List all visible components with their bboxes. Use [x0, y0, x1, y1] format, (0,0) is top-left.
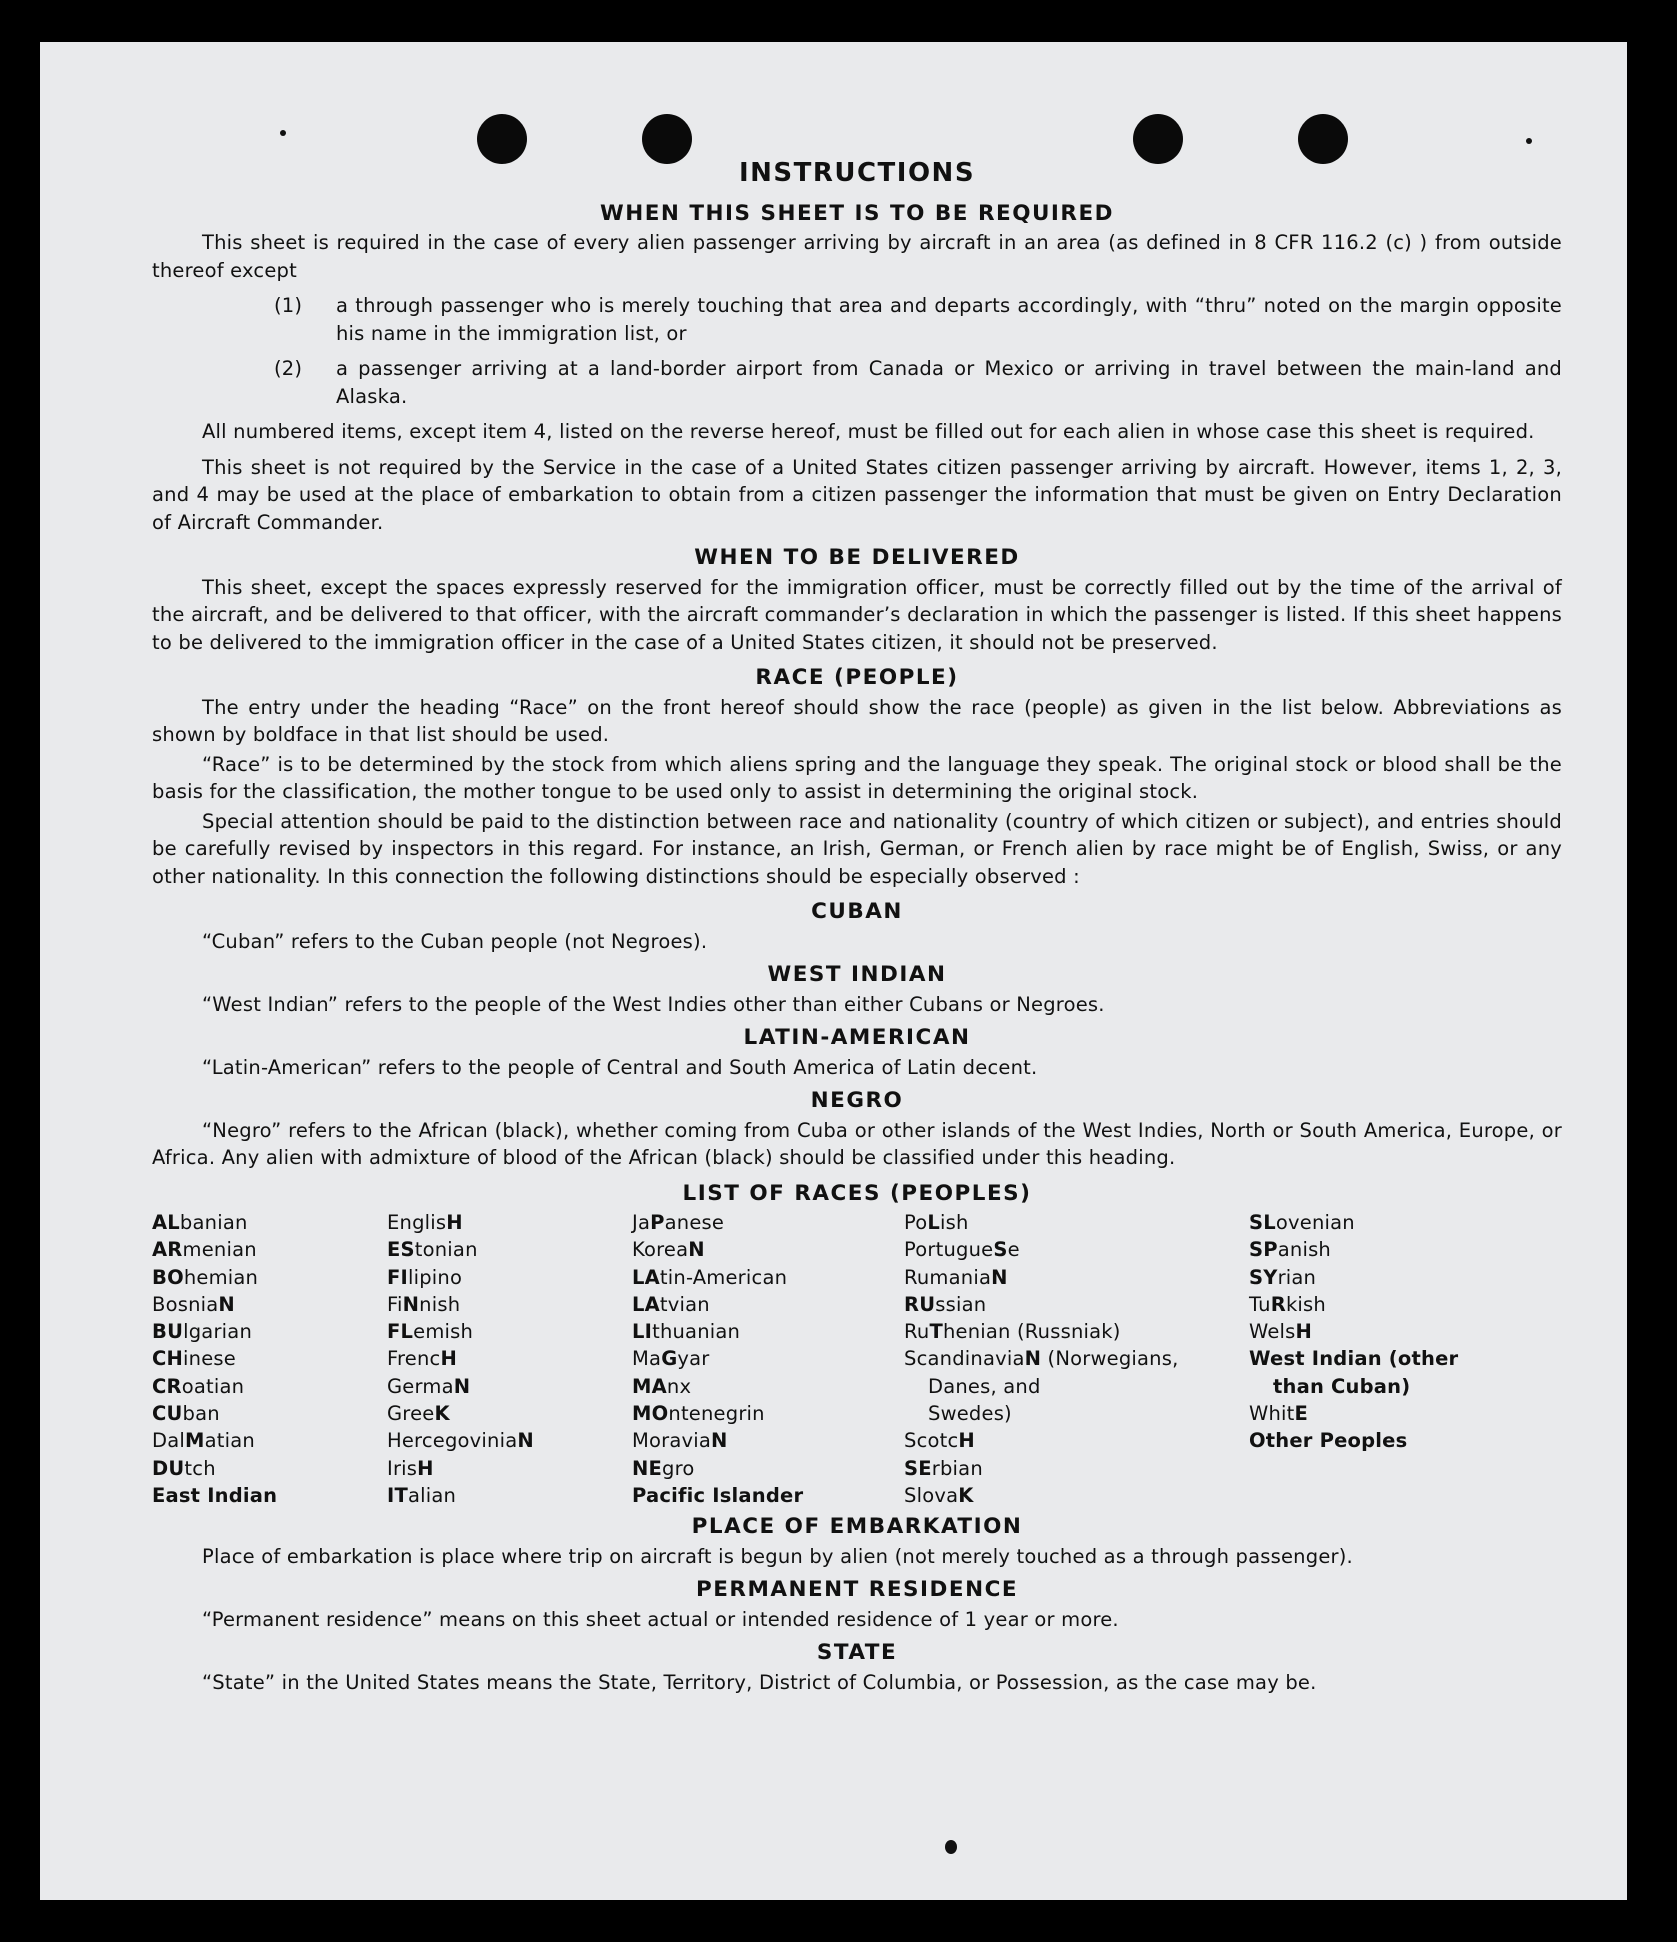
ink-speck	[280, 130, 286, 136]
race-entry: FiNnish	[387, 1292, 461, 1316]
race-entry: MAnx	[632, 1374, 692, 1398]
paragraph-race-2: “Race” is to be determined by the stock from which aliens spring and the language they speak. The original stock or blood shall be the basis for the classification, the mother tongue to be used only to assist in determining the original stock.	[152, 752, 1562, 803]
races-column	[387, 1209, 632, 1509]
paragraph-permanent-residence: “Permanent residence” means on this sheet actual or intended residence of 1 year or more.	[202, 1607, 1119, 1631]
heading-negro: NEGRO	[810, 1088, 904, 1113]
races-column	[632, 1209, 904, 1509]
race-entry: IrisH	[387, 1456, 434, 1480]
ink-speck	[1526, 138, 1532, 144]
race-entry: LAtvian	[632, 1292, 710, 1316]
paragraph-state: “State” in the United States means the State, Territory, District of Columbia, or Possession, as the case may be.	[202, 1670, 1317, 1694]
race-entry: KoreaN	[632, 1238, 705, 1262]
race-entry: West Indian (other	[1249, 1347, 1459, 1371]
race-entry: LAtin-American	[632, 1265, 788, 1289]
document-page	[40, 42, 1627, 1900]
ink-speck	[945, 1840, 957, 1854]
paragraph-numbered-items: All numbered items, except item 4, listed on the reverse hereof, must be filled out for each alien in whose case this sheet is required.	[202, 420, 1535, 443]
paragraph-latin-american: “Latin-American” refers to the people of Central and South America of Latin decent.	[202, 1055, 1038, 1079]
race-entry: ScotcH	[904, 1429, 975, 1453]
punch-hole	[1133, 114, 1183, 164]
race-entry: BosniaN	[152, 1292, 235, 1316]
race-entry: Swedes)	[928, 1402, 1012, 1426]
race-entry: RUssian	[904, 1292, 987, 1316]
races-column	[904, 1209, 1249, 1509]
punch-hole	[477, 114, 527, 164]
race-entry: PortugueSe	[904, 1238, 1020, 1262]
punch-hole	[1298, 114, 1348, 164]
race-entry: FLemish	[387, 1320, 474, 1344]
heading-race: RACE (PEOPLE)	[755, 665, 959, 690]
race-entry: ARmenian	[152, 1238, 257, 1262]
race-entry: MOntenegrin	[632, 1402, 765, 1426]
exception-item	[152, 292, 1562, 347]
race-entry: PoLish	[904, 1211, 969, 1234]
races-column	[152, 1209, 387, 1509]
race-entry: JaPanese	[632, 1211, 725, 1234]
race-entry: CRoatian	[152, 1374, 245, 1398]
paragraph-race-3: Special attention should be paid to the distinction between race and nationality (country of which citizen or subject), and entries should be carefully revised by inspectors in this regard. For instance, an Irish, German, or French alien by race might be of English, Swiss, or any other nationality. In this connection the following distinctions should be especially observed :	[152, 809, 1562, 888]
race-entry: EnglisH	[387, 1211, 463, 1234]
heading-latin-american: LATIN-AMERICAN	[743, 1025, 971, 1050]
race-entry: LIthuanian	[632, 1320, 741, 1344]
race-entry: BUlgarian	[152, 1320, 252, 1344]
exception-number: (1)	[274, 294, 303, 317]
paragraph-required-intro: This sheet is required in the case of every alien passenger arriving by aircraft in an area (as defined in 8 CFR 116.2 (c) ) from outside thereof except	[152, 231, 1562, 282]
race-entry: GreeK	[387, 1402, 450, 1426]
race-entry: East Indian	[152, 1483, 278, 1507]
heading-permanent-residence: PERMANENT RESIDENCE	[695, 1577, 1019, 1603]
race-entry: HercegoviniaN	[387, 1429, 534, 1453]
race-entry: EStonian	[387, 1238, 478, 1262]
race-entry: Other Peoples	[1249, 1429, 1408, 1453]
exception-number: (2)	[274, 357, 303, 380]
page-title: INSTRUCTIONS	[738, 158, 976, 188]
heading-cuban: CUBAN	[811, 899, 903, 924]
race-entry: ALbanian	[152, 1211, 248, 1234]
race-entry: WhitE	[1249, 1402, 1309, 1426]
paragraph-cuban: “Cuban” refers to the Cuban people (not Negroes).	[202, 929, 708, 953]
race-entry: FrencH	[387, 1347, 457, 1371]
races-column	[1249, 1209, 1529, 1509]
race-entry: DalMatian	[152, 1429, 255, 1453]
paragraph-citizen: This sheet is not required by the Service in the case of a United States citizen passenger arriving by aircraft. However, items 1, 2, 3, and 4 may be used at the place of embarkation to obtain from a citizen passenger the information that must be given on Entry Declaration of Aircraft Commander.	[152, 455, 1562, 534]
race-entry: SErbian	[904, 1456, 983, 1480]
race-entry: MaGyar	[632, 1347, 710, 1371]
race-entry: SlovaK	[904, 1483, 974, 1507]
race-entry: MoraviaN	[632, 1429, 728, 1453]
heading-state: STATE	[816, 1640, 898, 1666]
race-entry: WelsH	[1249, 1320, 1313, 1344]
race-entry: TuRkish	[1249, 1292, 1326, 1316]
exception-text: a passenger arriving at a land-border airport from Canada or Mexico or arriving in travel between the main-land and Alaska.	[336, 357, 1562, 408]
paragraph-negro: “Negro” refers to the African (black), whether coming from Cuba or other islands of the West Indies, North or South America, Europe, or Africa. Any alien with admixture of blood of the African (black) should be classified under this heading.	[152, 1118, 1562, 1169]
heading-west-indian: WEST INDIAN	[767, 962, 947, 987]
race-entry: ITalian	[387, 1483, 457, 1507]
exception-item	[152, 355, 1562, 410]
paragraph-embarkation: Place of embarkation is place where trip on aircraft is begun by alien (not merely touched as a through passenger).	[202, 1544, 1353, 1568]
race-entry: ScandinaviaN (Norwegians,	[904, 1347, 1179, 1371]
paragraph-race-1: The entry under the heading “Race” on the front hereof should show the race (people) as given in the list below. Abbreviations as shown by boldface in that list should be used.	[152, 695, 1562, 746]
heading-when-required: WHEN THIS SHEET IS TO BE REQUIRED	[599, 200, 1115, 226]
race-entry: than Cuban)	[1273, 1374, 1411, 1398]
race-entry: RumaniaN	[904, 1265, 1008, 1289]
paragraph-delivered: This sheet, except the spaces expressly reserved for the immigration officer, must be correctly filled out by the time of the arrival of the aircraft, and be delivered to that officer, with the aircraft commander’s declaration in which the passenger is listed. If this sheet happens to be delivered to the immigration officer in the case of a United States citizen, it should not be preserved.	[152, 575, 1562, 654]
race-entry: SLovenian	[1249, 1211, 1355, 1234]
race-entry: SYrian	[1249, 1265, 1317, 1289]
race-entry: DUtch	[152, 1456, 216, 1480]
race-entry: Danes, and	[928, 1374, 1041, 1398]
race-entry: Pacific Islander	[632, 1483, 804, 1507]
paragraph-west-indian: “West Indian” refers to the people of the West Indies other than either Cubans or Negroes.	[202, 992, 1105, 1016]
heading-list-of-races: LIST OF RACES (PEOPLES)	[682, 1180, 1032, 1206]
exception-text: a through passenger who is merely touching that area and departs accordingly, with “thru” noted on the margin opposite his name in the immigration list, or	[336, 294, 1562, 345]
punch-hole	[642, 114, 692, 164]
heading-embarkation: PLACE OF EMBARKATION	[691, 1514, 1023, 1540]
race-entry: CUban	[152, 1402, 220, 1426]
races-list	[152, 1209, 1562, 1509]
race-entry: NEgro	[632, 1456, 695, 1480]
race-entry: SPanish	[1249, 1238, 1331, 1262]
race-entry: BOhemian	[152, 1265, 259, 1289]
heading-when-delivered: WHEN TO BE DELIVERED	[694, 545, 1020, 570]
race-entry: RuThenian (Russniak)	[904, 1320, 1121, 1344]
instructions-content	[152, 160, 1562, 1702]
race-entry: CHinese	[152, 1347, 236, 1371]
race-entry: FIlipino	[387, 1265, 463, 1289]
race-entry: GermaN	[387, 1374, 471, 1398]
